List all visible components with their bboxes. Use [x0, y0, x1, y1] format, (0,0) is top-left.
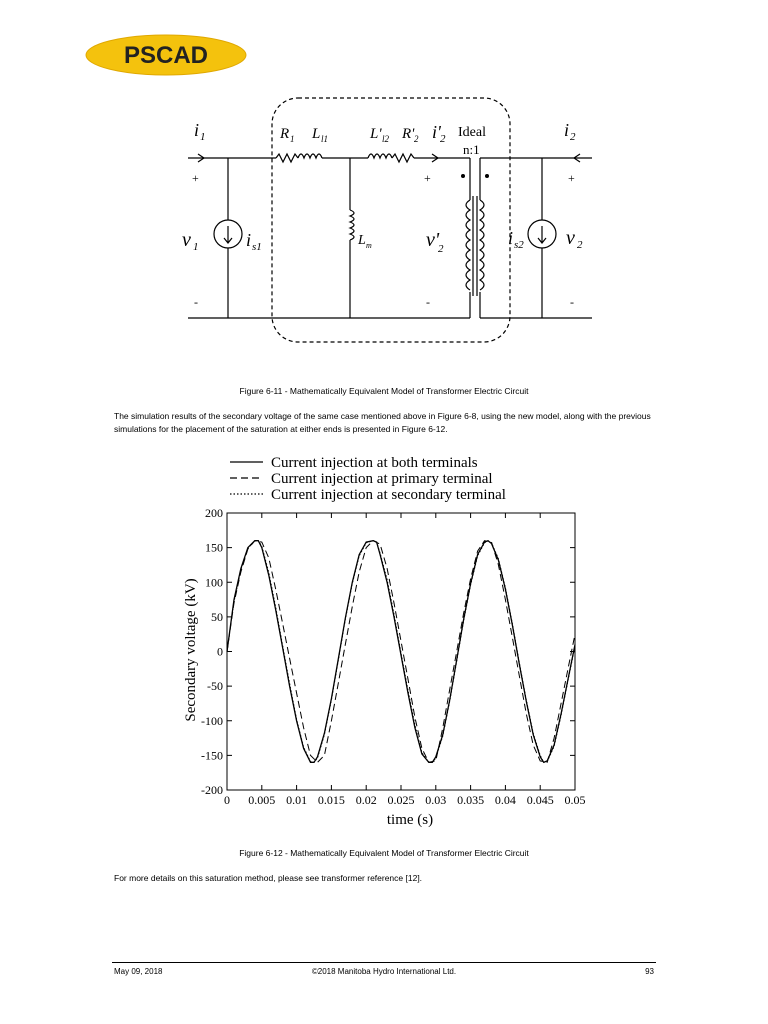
label-v1-sub: 1	[193, 241, 199, 253]
legend-label: Current injection at both terminals	[271, 455, 478, 471]
chart-axes	[201, 506, 586, 807]
label-Lm: L	[358, 233, 366, 248]
label-R1-sub: 1	[290, 134, 295, 144]
figure-12-caption: Figure 6-12 - Mathematically Equivalent Model of Transformer Electric Circuit	[239, 848, 529, 858]
paragraph-simulation-results: The simulation results of the secondary voltage of the same case mentioned above in Figure 6-8, using the new model, along with the previous simulations for the placement of the saturation at either ends is presented in Figure 6-12.	[114, 411, 651, 434]
label-Ll1: L	[312, 126, 321, 142]
y-tick-label: 150	[205, 540, 223, 555]
chart-plot-area	[227, 541, 575, 763]
label-v2: v	[566, 227, 575, 249]
plus-v2-prime: +	[424, 171, 431, 185]
label-i1-sub: 1	[200, 131, 206, 143]
y-tick-label: 0	[217, 644, 223, 659]
logo-text: PSCAD	[123, 42, 209, 69]
label-i2-sub: 2	[570, 131, 576, 143]
transformer-circuit-diagram	[180, 92, 600, 350]
pscad-logo	[84, 32, 248, 78]
label-v2-prime: v'	[426, 229, 440, 251]
x-tick-label: 0.01	[286, 793, 308, 807]
minus-v2-prime: -	[426, 295, 430, 309]
y-tick-label: -150	[201, 748, 223, 763]
x-tick-label: 0.035	[457, 793, 485, 807]
secondary-voltage-chart	[175, 450, 595, 835]
x-tick-label: 0.015	[317, 793, 345, 807]
y-tick-label: -50	[207, 679, 223, 694]
label-Ll2-sub: l2	[382, 134, 390, 144]
y-tick-label: -100	[201, 713, 223, 728]
figure-11-caption: Figure 6-11 - Mathematically Equivalent Model of Transformer Electric Circuit	[239, 386, 529, 396]
x-tick-label: 0.04	[494, 793, 516, 807]
label-i2-prime-sub: 2	[440, 133, 446, 145]
x-tick-label: 0.02	[355, 793, 377, 807]
footer-page-number: 93	[645, 967, 654, 976]
x-axis-label: time (s)	[386, 812, 434, 828]
label-Ll1-sub: l1	[321, 134, 329, 144]
footer-copyright: ©2018 Manitoba Hydro International Ltd.	[311, 967, 457, 976]
label-v2-prime-sub: 2	[438, 243, 444, 255]
x-tick-label: 0.005	[248, 793, 276, 807]
label-Ll2: L'	[370, 126, 382, 142]
minus-v1: -	[194, 295, 198, 309]
y-tick-label: 200	[205, 506, 223, 520]
x-tick-label: 0.025	[387, 793, 415, 807]
footer-divider	[112, 962, 656, 963]
label-Lm-sub: m	[366, 241, 372, 250]
label-ratio: n:1	[463, 142, 480, 157]
label-R2-sub: 2	[414, 134, 419, 144]
label-v2-sub: 2	[577, 239, 583, 251]
series-line-dotted	[227, 541, 575, 763]
label-i1: i	[194, 120, 200, 140]
label-is2: i	[508, 228, 514, 248]
label-i2-prime: i'	[432, 122, 441, 142]
y-tick-label: 50	[211, 609, 223, 624]
paragraph-more-details: For more details on this saturation method, please see transformer reference [12].	[114, 873, 423, 883]
label-ideal: Ideal	[458, 125, 486, 140]
label-R2: R'	[402, 126, 415, 142]
legend-label: Current injection at primary terminal	[271, 471, 493, 487]
y-tick-label: -200	[201, 783, 223, 797]
x-tick-label: 0.05	[564, 793, 586, 807]
label-i2: i	[564, 120, 570, 140]
label-v1: v	[182, 229, 191, 251]
x-tick-label: 0.045	[526, 793, 554, 807]
x-tick-label: 0.03	[425, 793, 447, 807]
label-is2-sub: s2	[514, 239, 524, 251]
y-axis-label: Secondary voltage (kV)	[183, 578, 199, 722]
x-tick-label: 0	[224, 793, 230, 807]
label-R1: R	[280, 126, 290, 142]
chart-legend	[230, 455, 506, 503]
plus-v2: +	[568, 171, 575, 185]
legend-label: Current injection at secondary terminal	[271, 487, 506, 503]
minus-v2: -	[570, 295, 574, 309]
plus-v1: +	[192, 171, 199, 185]
label-is1-sub: s1	[252, 241, 262, 253]
footer-date: May 09, 2018	[114, 967, 163, 976]
label-is1: i	[246, 230, 252, 250]
y-tick-label: 100	[205, 575, 223, 590]
